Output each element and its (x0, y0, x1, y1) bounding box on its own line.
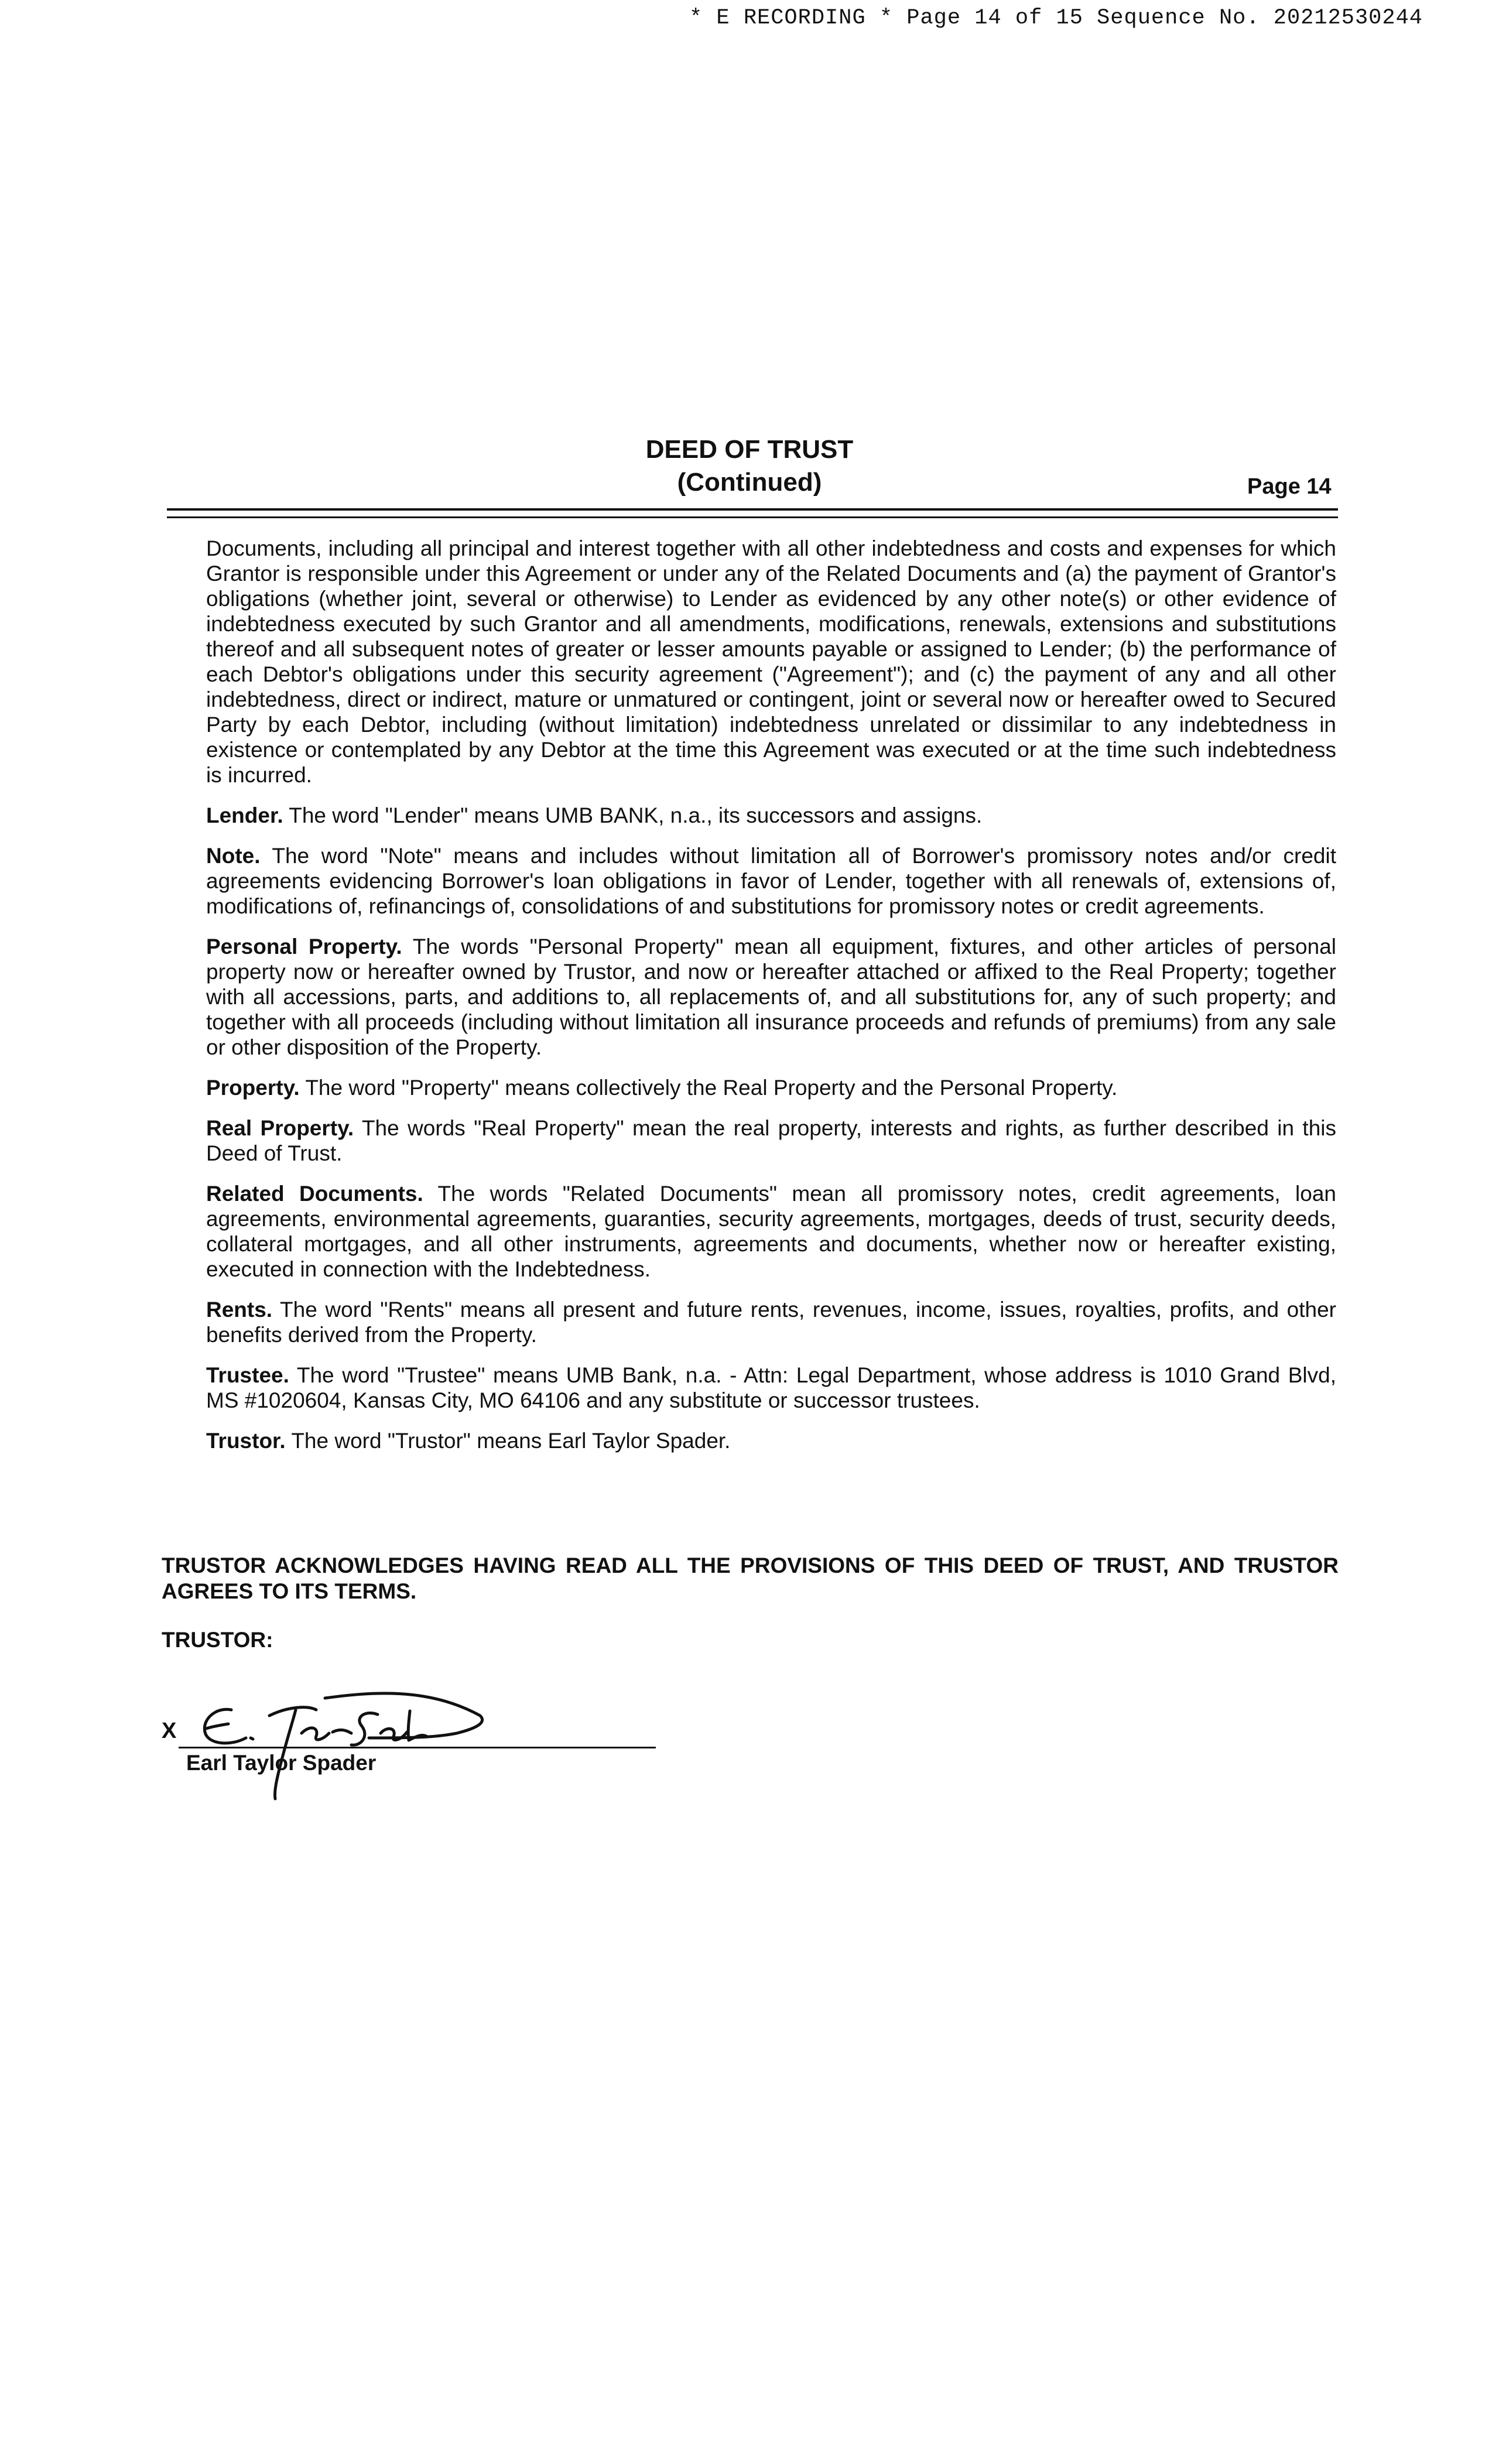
definitions-body (206, 536, 1336, 1469)
signer-name: Earl Taylor Spader (186, 1751, 377, 1775)
definition-text: Documents, including all principal and interest together with all other indebtedness and costs and expenses for which Grantor is responsible under this Agreement or under any of the Related Documents and (a) the payment of Grantor's obligations (whether joint, several or otherwise) to Lender as evidenced by any other note(s) or other evidence of indebtedness executed by such Grantor and all amendments, modifications, renewals, extensions and substitutions thereof and all subsequent notes of greater or lesser amounts payable or assigned to Lender; (b) the performance of each Debtor's obligations under this security agreement ("Agreement"); and (c) the payment of any and all other indebtedness, direct or indirect, mature or unmatured or contingent, joint or several now or hereafter owed to Secured Party by each Debtor, including (without limitation) indebtedness unrelated or dissimilar to any indebtedness in existence or contemplated by any Debtor at the time this Agreement was executed or at the time such indebtedness is incurred. (206, 536, 1336, 787)
signature-x-mark: X (162, 1719, 177, 1743)
definition-text: The word "Trustor" means Earl Taylor Spader. (291, 1429, 731, 1453)
header-rule-bottom (167, 516, 1338, 518)
header-rule-top (167, 508, 1338, 511)
definition-rents (206, 1297, 1336, 1347)
definition-lender (206, 803, 1336, 828)
definition-real-property (206, 1115, 1336, 1166)
definition-term: Related Documents. (206, 1182, 423, 1206)
definition-term: Note. (206, 844, 261, 868)
definition-text: The words "Personal Property" mean all equipment, fixtures, and other articles of personal property now or hereafter owned by Trustor, and now or hereafter attached or affixed to the Real Property; together with all accessions, parts, and additions to, all replacements of, and all substitutions for, any of such property; and together with all proceeds (including without limitation all insurance proceeds and refunds of premiums) from any sale or other disposition of the Property. (206, 935, 1336, 1059)
definition-text: The word "Rents" means all present and future rents, revenues, income, issues, royalties, profits, and other benefits derived from the Property. (206, 1298, 1336, 1347)
recording-header: * E RECORDING * Page 14 of 15 Sequence No. 20212530244 (689, 6, 1423, 30)
definition-term: Rents. (206, 1298, 273, 1322)
document-title-main: DEED OF TRUST (645, 435, 854, 464)
definition-term: Real Property. (206, 1116, 354, 1140)
definition-text: The words "Real Property" mean the real property, interests and rights, as further described in this Deed of Trust. (206, 1116, 1336, 1165)
definition-property (206, 1075, 1336, 1100)
definition-text: The word "Trustee" means UMB Bank, n.a. - Attn: Legal Department, whose address is 1010 Grand Blvd, MS #1020604, Kansas City, MO 64106 and any substitute or successor trustees. (206, 1363, 1336, 1412)
definition-paragraph-continued (206, 536, 1336, 788)
definition-related-documents (206, 1181, 1336, 1282)
definition-text: The word "Property" means collectively the Real Property and the Personal Property. (305, 1076, 1118, 1100)
definition-term: Personal Property. (206, 935, 402, 959)
definition-trustee (206, 1363, 1336, 1413)
definition-term: Trustor. (206, 1429, 286, 1453)
document-title (515, 433, 984, 499)
definition-term: Property. (206, 1076, 300, 1100)
definition-trustor (206, 1428, 1336, 1453)
definition-term: Lender. (206, 803, 283, 827)
page-number-label: Page 14 (1247, 474, 1332, 499)
definition-term: Trustee. (206, 1363, 289, 1387)
signature-line (179, 1747, 656, 1748)
definition-note (206, 843, 1336, 919)
handwritten-signature (176, 1675, 515, 1809)
definition-text: The word "Lender" means UMB BANK, n.a., its successors and assigns. (289, 803, 983, 827)
definition-text: The words "Related Documents" mean all promissory notes, credit agreements, loan agreements, environmental agreements, guaranties, security agreements, mortgages, deeds of trust, security deeds, collateral mortgages, and all other instruments, agreements and documents, whether now or hereafter existing, executed in connection with the Indebtedness. (206, 1182, 1337, 1281)
definition-personal-property (206, 934, 1336, 1060)
trustor-label: TRUSTOR: (162, 1628, 273, 1652)
trustor-acknowledgment: TRUSTOR ACKNOWLEDGES HAVING READ ALL THE PROVISIONS OF THIS DEED OF TRUST, AND TRUSTOR AGREES TO ITS TERMS. (162, 1553, 1339, 1603)
definition-text: The word "Note" means and includes without limitation all of Borrower's promissory notes and/or credit agreements evidencing Borrower's loan obligations in favor of Lender, together with all renewals of, extensions of, modifications of, refinancings of, consolidations of and substitutions for promissory notes or credit agreements. (206, 844, 1336, 918)
document-title-continued: (Continued) (677, 468, 822, 497)
